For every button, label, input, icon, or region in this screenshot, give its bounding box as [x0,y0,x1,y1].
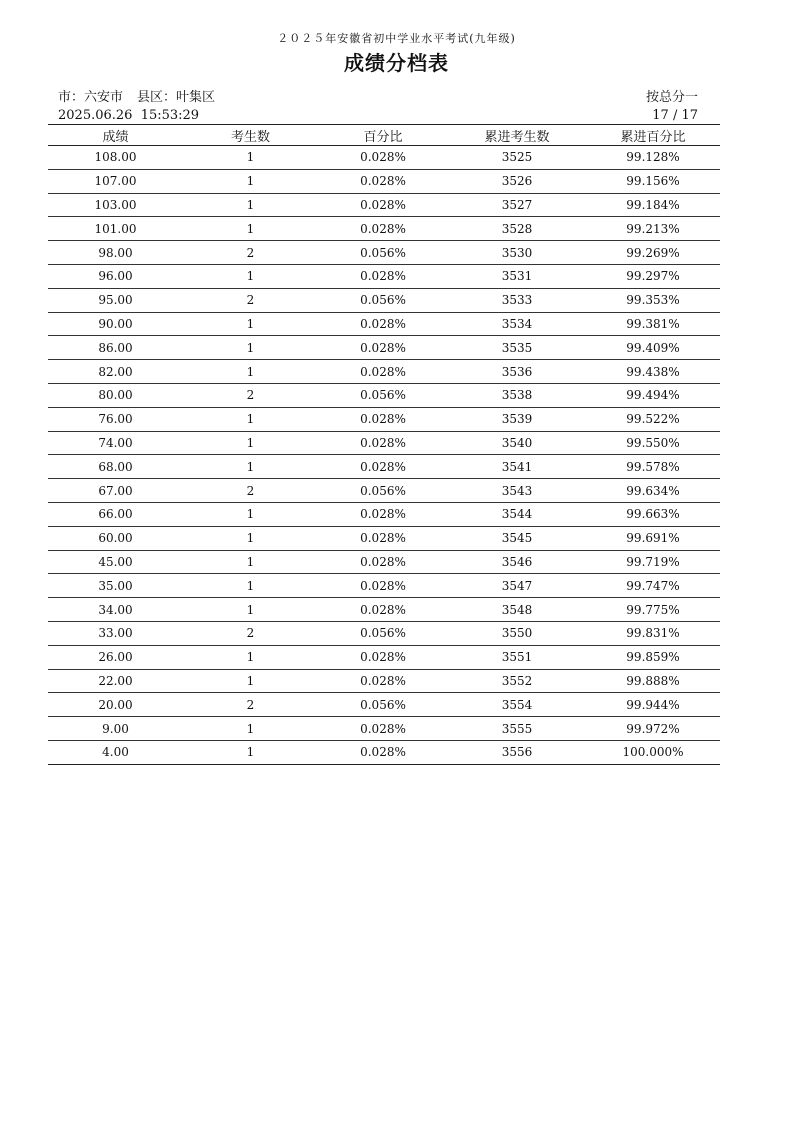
score-cell: 60.00 [48,526,183,550]
cumulative-percent-cell: 99.494% [586,383,720,407]
score-distribution-table [48,124,720,765]
score-cell: 66.00 [48,502,183,526]
percent-cell: 0.056% [318,288,448,312]
table-header-row [48,125,720,146]
score-cell: 107.00 [48,169,183,193]
percent-cell: 0.028% [318,217,448,241]
percent-cell: 0.028% [318,645,448,669]
score-cell: 82.00 [48,360,183,384]
table-row [48,621,720,645]
score-cell: 33.00 [48,621,183,645]
count-cell: 1 [183,264,318,288]
cumulative-count-cell: 3541 [448,455,586,479]
score-cell: 67.00 [48,479,183,503]
cumulative-count-cell: 3527 [448,193,586,217]
percent-cell: 0.028% [318,669,448,693]
score-cell: 86.00 [48,336,183,360]
table-row [48,264,720,288]
percent-cell: 0.028% [318,431,448,455]
cumulative-percent-cell: 99.156% [586,169,720,193]
score-cell: 96.00 [48,264,183,288]
count-cell: 1 [183,217,318,241]
cumulative-count-cell: 3534 [448,312,586,336]
score-cell: 76.00 [48,407,183,431]
percent-cell: 0.028% [318,526,448,550]
cumulative-percent-cell: 99.438% [586,360,720,384]
table-row [48,645,720,669]
count-cell: 1 [183,502,318,526]
percent-cell: 0.028% [318,502,448,526]
percent-cell: 0.028% [318,193,448,217]
count-cell: 1 [183,740,318,764]
cumulative-count-cell: 3554 [448,693,586,717]
location-info [58,90,215,106]
cumulative-count-cell: 3543 [448,479,586,503]
cumulative-count-cell: 3545 [448,526,586,550]
table-row [48,574,720,598]
percent-cell: 0.028% [318,407,448,431]
column-header-count: 考生数 [183,125,318,146]
percent-cell: 0.056% [318,383,448,407]
page-indicator: 17 / 17 [652,108,698,123]
column-header-score: 成绩 [48,125,183,146]
count-cell: 2 [183,479,318,503]
cumulative-count-cell: 3550 [448,621,586,645]
count-cell: 1 [183,336,318,360]
column-header-cumulative-count: 累进考生数 [448,125,586,146]
table-row [48,717,720,741]
percent-cell: 0.056% [318,479,448,503]
datetime-label: 2025.06.26 15:53:29 [58,108,200,123]
score-cell: 45.00 [48,550,183,574]
percent-cell: 0.028% [318,360,448,384]
table-row [48,146,720,170]
score-cell: 108.00 [48,146,183,170]
cumulative-percent-cell: 99.859% [586,645,720,669]
cumulative-count-cell: 3552 [448,669,586,693]
score-cell: 22.00 [48,669,183,693]
percent-cell: 0.028% [318,264,448,288]
score-cell: 20.00 [48,693,183,717]
table-row [48,479,720,503]
cumulative-count-cell: 3540 [448,431,586,455]
count-cell: 2 [183,693,318,717]
score-cell: 35.00 [48,574,183,598]
table-row [48,336,720,360]
count-cell: 1 [183,574,318,598]
percent-cell: 0.056% [318,241,448,265]
cumulative-percent-cell: 99.269% [586,241,720,265]
score-cell: 9.00 [48,717,183,741]
table-row [48,693,720,717]
score-cell: 95.00 [48,288,183,312]
cumulative-percent-cell: 99.128% [586,146,720,170]
city-label: 市：六安市 [58,90,124,105]
count-cell: 1 [183,312,318,336]
cumulative-percent-cell: 100.000% [586,740,720,764]
cumulative-count-cell: 3536 [448,360,586,384]
table-row [48,669,720,693]
percent-cell: 0.028% [318,336,448,360]
table-row [48,169,720,193]
count-cell: 1 [183,645,318,669]
cumulative-count-cell: 3551 [448,645,586,669]
column-header-percent: 百分比 [318,125,448,146]
cumulative-percent-cell: 99.381% [586,312,720,336]
cumulative-percent-cell: 99.831% [586,621,720,645]
cumulative-percent-cell: 99.972% [586,717,720,741]
count-cell: 1 [183,669,318,693]
cumulative-count-cell: 3526 [448,169,586,193]
table-row [48,193,720,217]
count-cell: 1 [183,455,318,479]
table-row [48,241,720,265]
cumulative-percent-cell: 99.522% [586,407,720,431]
cumulative-percent-cell: 99.691% [586,526,720,550]
table-row [48,502,720,526]
cumulative-percent-cell: 99.550% [586,431,720,455]
score-cell: 80.00 [48,383,183,407]
score-cell: 98.00 [48,241,183,265]
cumulative-percent-cell: 99.297% [586,264,720,288]
count-cell: 1 [183,550,318,574]
cumulative-count-cell: 3525 [448,146,586,170]
percent-cell: 0.028% [318,717,448,741]
cumulative-count-cell: 3544 [448,502,586,526]
table-body [48,146,720,765]
cumulative-count-cell: 3535 [448,336,586,360]
score-cell: 90.00 [48,312,183,336]
table-row [48,550,720,574]
cumulative-percent-cell: 99.944% [586,693,720,717]
count-cell: 1 [183,360,318,384]
count-cell: 2 [183,621,318,645]
table-row [48,598,720,622]
score-cell: 101.00 [48,217,183,241]
count-cell: 2 [183,288,318,312]
cumulative-count-cell: 3548 [448,598,586,622]
score-cell: 74.00 [48,431,183,455]
count-cell: 1 [183,146,318,170]
cumulative-count-cell: 3539 [448,407,586,431]
cumulative-percent-cell: 99.719% [586,550,720,574]
cumulative-count-cell: 3556 [448,740,586,764]
table-row [48,455,720,479]
count-cell: 1 [183,169,318,193]
table-row [48,383,720,407]
score-cell: 68.00 [48,455,183,479]
table-row [48,217,720,241]
count-cell: 1 [183,598,318,622]
district-label: 县区：叶集区 [137,90,216,105]
table-row [48,360,720,384]
cumulative-percent-cell: 99.775% [586,598,720,622]
cumulative-count-cell: 3528 [448,217,586,241]
table-row [48,740,720,764]
cumulative-percent-cell: 99.888% [586,669,720,693]
cumulative-count-cell: 3530 [448,241,586,265]
score-distribution-table-wrap [48,124,720,765]
percent-cell: 0.028% [318,550,448,574]
cumulative-percent-cell: 99.213% [586,217,720,241]
percent-cell: 0.028% [318,598,448,622]
percent-cell: 0.028% [318,146,448,170]
cumulative-count-cell: 3546 [448,550,586,574]
cumulative-percent-cell: 99.634% [586,479,720,503]
cumulative-percent-cell: 99.578% [586,455,720,479]
percent-cell: 0.028% [318,574,448,598]
percent-cell: 0.028% [318,455,448,479]
percent-cell: 0.056% [318,693,448,717]
count-cell: 1 [183,431,318,455]
score-cell: 26.00 [48,645,183,669]
column-header-cumulative-percent: 累进百分比 [586,125,720,146]
cumulative-percent-cell: 99.409% [586,336,720,360]
cumulative-percent-cell: 99.184% [586,193,720,217]
sort-mode-label: 按总分一 [645,90,698,105]
cumulative-count-cell: 3531 [448,264,586,288]
cumulative-count-cell: 3538 [448,383,586,407]
table-row [48,526,720,550]
percent-cell: 0.028% [318,169,448,193]
percent-cell: 0.028% [318,740,448,764]
cumulative-count-cell: 3547 [448,574,586,598]
percent-cell: 0.028% [318,312,448,336]
table-row [48,312,720,336]
table-row [48,431,720,455]
table-row [48,407,720,431]
cumulative-count-cell: 3555 [448,717,586,741]
count-cell: 1 [183,717,318,741]
count-cell: 1 [183,193,318,217]
cumulative-percent-cell: 99.747% [586,574,720,598]
page-title: 成绩分档表 [344,51,449,75]
table-row [48,288,720,312]
cumulative-percent-cell: 99.353% [586,288,720,312]
count-cell: 1 [183,407,318,431]
count-cell: 2 [183,241,318,265]
score-cell: 34.00 [48,598,183,622]
score-cell: 103.00 [48,193,183,217]
exam-title: ２０２５年安徽省初中学业水平考试(九年级) [277,32,516,45]
count-cell: 2 [183,383,318,407]
cumulative-percent-cell: 99.663% [586,502,720,526]
cumulative-count-cell: 3533 [448,288,586,312]
percent-cell: 0.056% [318,621,448,645]
score-cell: 4.00 [48,740,183,764]
count-cell: 1 [183,526,318,550]
